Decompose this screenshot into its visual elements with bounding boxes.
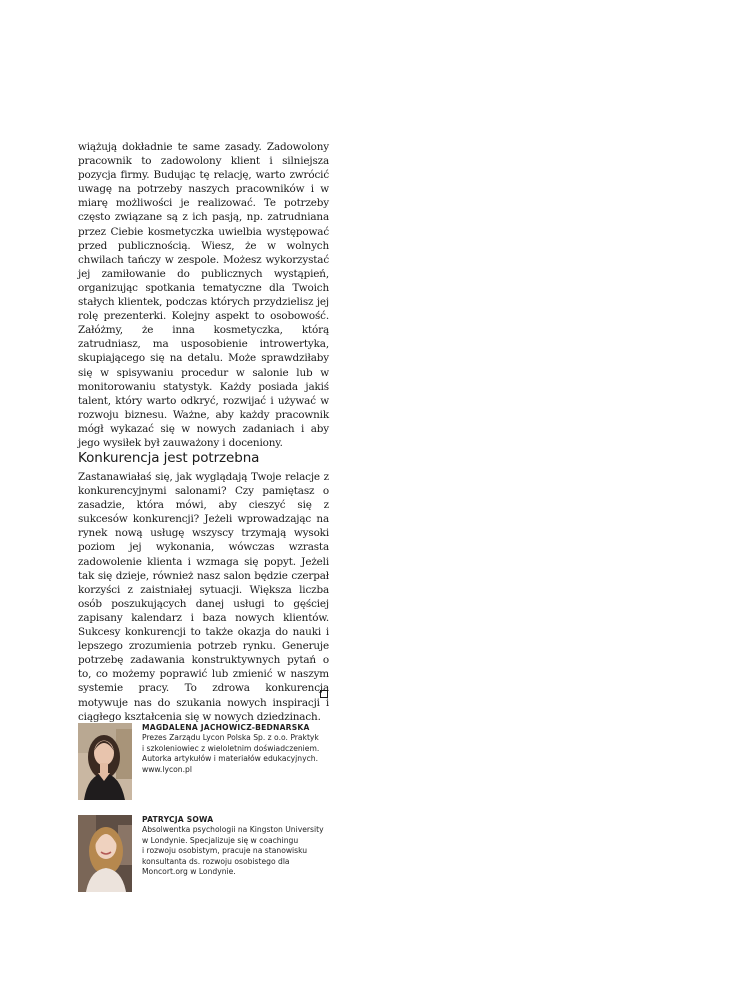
author-photo-sowa bbox=[78, 815, 132, 892]
article-paragraph-competition: Zastanawiałaś się, jak wyglądają Twoje relacje z konkurencyjnymi salonami? Czy pamiętasz o zasadzie, która mówi, aby cieszyć się z sukcesów konkurencji? Jeżeli wprowadzając na rynek nową usługę wszyscy trzymają wysoki poziom jej wykonania, wówczas wzrasta zadowolenie klienta i wzmaga się popyt. Jeżeli tak się dzieje, również nasz salon będzie czerpał korzyści z zaistniałej sytuacji. Większa liczba osób poszukujących danej usługi to gęściej zapisany kalendarz i baza nowych klientów. Sukcesy konkurencji to także okazja do nauki i lepszego zrozumienia potrzeb rynku. Generuje potrzebę zadawania konstruktywnych pytań o to, co możemy poprawić lub zmienić w naszym systemie pracy. To zdrowa konkurencja motywuje nas do szukania nowych inspiracji i ciągłego kształcenia się w nowych dziedzinach. bbox=[78, 471, 329, 723]
author-card-sowa bbox=[78, 815, 338, 895]
author-bio-jachowicz bbox=[142, 723, 342, 775]
end-of-article-square-icon bbox=[320, 690, 328, 698]
author-name: MAGDALENA JACHOWICZ-BEDNARSKA bbox=[142, 723, 310, 732]
author-description: Absolwentka psychologii na Kingston University w Londynie. Specjalizuje się w coachingu i rozwoju osobistym, pracuje na stanowisku konsultanta ds. rozwoju osobistego dla Moncort.org w Londynie. bbox=[142, 825, 324, 877]
article-paragraph-intro: wiążują dokładnie te same zasady. Zadowolony pracownik to zadowolony klient i silniejsza pozycja firmy. Budując tę relację, warto zwrócić uwagę na potrzeby naszych pracowników i w miarę możliwości je realizować. Te potrzeby często związane są z ich pasją, np. zatrudniana przez Ciebie kosmetyczka uwielbia występować przed publicznością. Wiesz, że w wolnych chwilach tańczy w zespole. Możesz wykorzystać jej zamiłowanie do publicznych wystąpień, organizując spotkania tematyczne dla Twoich stałych klientek, podczas których przydzielisz jej rolę prezenterki. Kolejny aspekt to osobowość. Załóżmy, że inna kosmetyczka, którą zatrudniasz, ma usposobienie introwertyka, skupiającego się na detalu. Może sprawdziłaby się w spisywaniu procedur w salonie lub w monitorowaniu statystyk. Każdy posiada jakiś talent, który warto odkryć, rozwijać i używać w rozwoju biznesu. Ważne, aby każdy pracownik mógł wykazać się w nowych zadaniach i aby jego wysiłek był zauważony i doceniony. bbox=[78, 141, 329, 449]
author-bio-sowa bbox=[142, 815, 342, 877]
author-description: Prezes Zarządu Lycon Polska Sp. z o.o. Praktyk i szkoleniowiec z wieloletnim doświadczeniem. Autorka artykułów i materiałów edukacyjnych. www.lycon.pl bbox=[142, 733, 320, 774]
section-heading: Konkurencja jest potrzebna bbox=[78, 450, 260, 466]
author-photo-jachowicz bbox=[78, 723, 132, 800]
author-card-jachowicz bbox=[78, 723, 338, 803]
author-name: PATRYCJA SOWA bbox=[142, 815, 214, 824]
